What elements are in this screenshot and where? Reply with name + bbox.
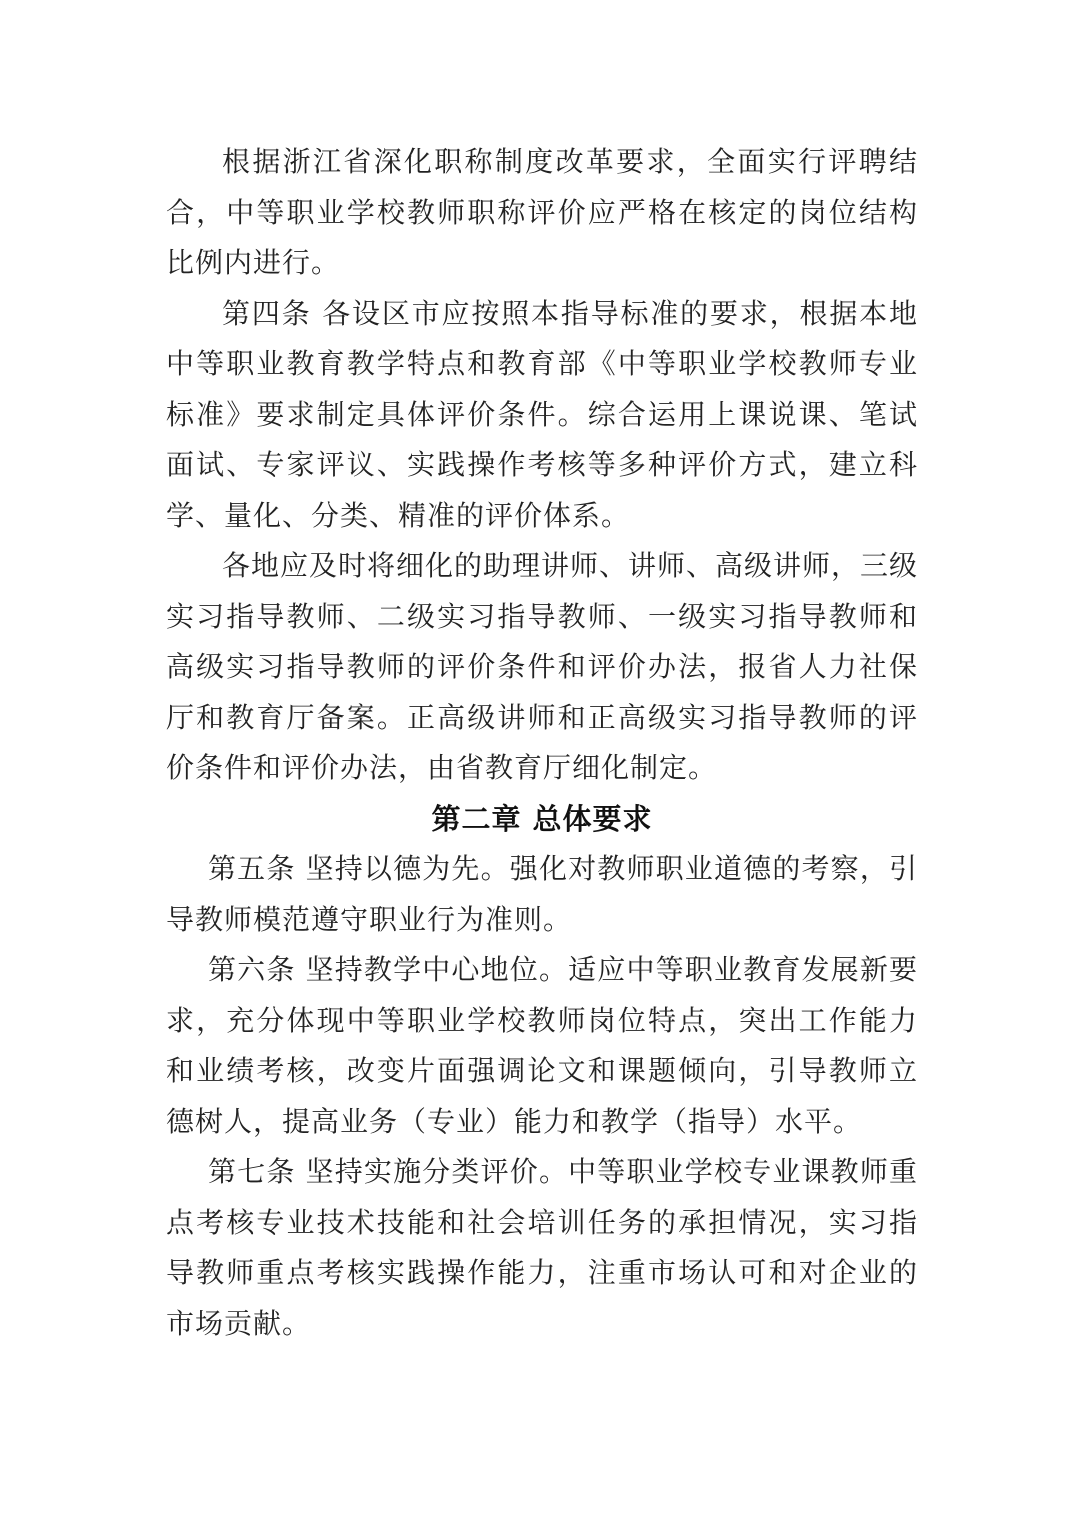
paragraph-filing-requirements: 各地应及时将细化的助理讲师、讲师、高级讲师，三级实习指导教师、二级实习指导教师、一级实习指导教师和高级实习指导教师的评价条件和评价办法，报省人力社保厅和教育厅备案。正高级讲师和正高级实习指导教师的评价条件和评价办法，由省教育厅细化制定。 (166, 549, 919, 784)
paragraph-article-5: 第五条 坚持以德为先。强化对教师职业道德的考察，引导教师模范遵守职业行为准则。 (166, 852, 918, 936)
paragraph-article-4: 第四条 各设区市应按照本指导标准的要求，根据本地中等职业教育教学特点和教育部《中等职业学校教师专业标准》要求制定具体评价条件。综合运用上课说课、笔试面试、专家评议、实践操作考核等多种评价方式，建立科学、量化、分类、精准的评价体系。 (166, 296, 918, 532)
paragraph-article-6: 第六条 坚持教学中心地位。适应中等职业教育发展新要求，充分体现中等职业学校教师岗位特点，突出工作能力和业绩考核，改变片面强调论文和课题倾向，引导教师立德树人，提高业务（专业）能力和教学（指导）水平。 (166, 953, 918, 1138)
paragraph-article-7: 第七条 坚持实施分类评价。中等职业学校专业课教师重点考核专业技术技能和社会培训任务的承担情况，实习指导教师重点考核实践操作能力，注重市场认可和对企业的市场贡献。 (166, 1155, 918, 1340)
chapter-heading: 第二章 总体要求 (431, 801, 653, 836)
document-body (166, 137, 918, 1349)
paragraph-evaluation-ratio: 根据浙江省深化职称制度改革要求，全面实行评聘结合，中等职业学校教师职称评价应严格在核定的岗位结构比例内进行。 (166, 145, 918, 279)
